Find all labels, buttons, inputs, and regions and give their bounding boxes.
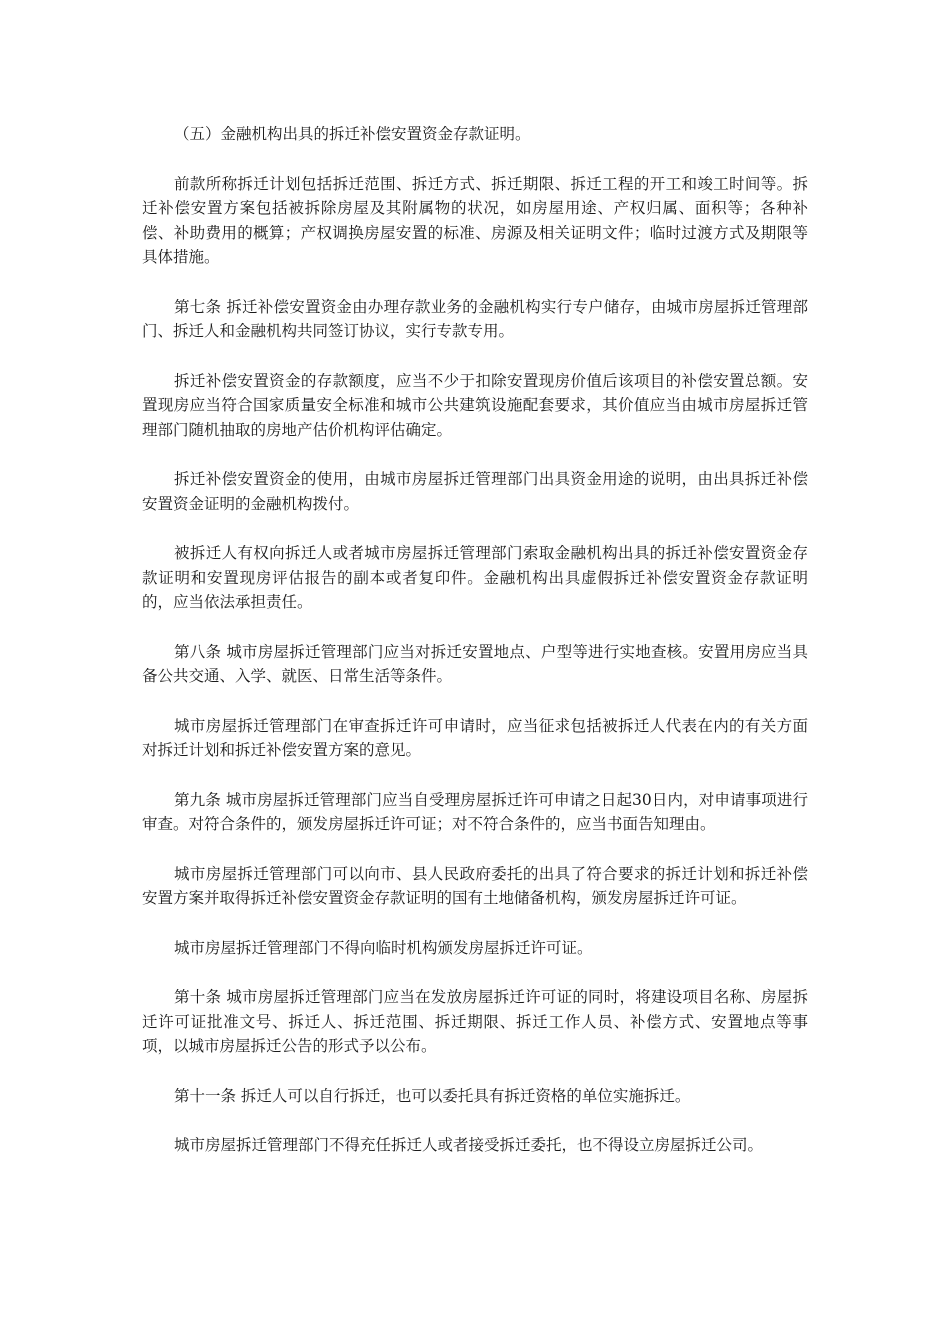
paragraph-no-self-dealing: 城市房屋拆迁管理部门不得充任拆迁人或者接受拆迁委托，也不得设立房屋拆迁公司。 (174, 1136, 764, 1154)
paragraph-fund-usage: 拆迁补偿安置资金的使用，由城市房屋拆迁管理部门出具资金用途的说明，由出具拆迁补偿安置资金证明的金融机构拨付。 (142, 470, 808, 513)
paragraph-solicit-opinions: 城市房屋拆迁管理部门在审查拆迁许可申请时，应当征求包括被拆迁人代表在内的有关方面对拆迁计划和拆迁补偿安置方案的意见。 (142, 716, 808, 759)
paragraph-land-reserve: 城市房屋拆迁管理部门可以向市、县人民政府委托的出具了符合要求的拆迁计划和拆迁补偿安置方案并取得拆迁补偿安置资金存款证明的国有土地储备机构，颁发房屋拆迁许可证。 (142, 864, 808, 907)
paragraph-right-to-request: 被拆迁人有权向拆迁人或者城市房屋拆迁管理部门索取金融机构出具的拆迁补偿安置资金存款证明和安置现房评估报告的副本或者复印件。金融机构出具虚假拆迁补偿安置资金存款证明的，应当依法承担责任。 (142, 544, 808, 611)
paragraph-item-5: （五）金融机构出具的拆迁补偿安置资金存款证明。 (174, 125, 531, 143)
paragraph-article-7: 第七条 拆迁补偿安置资金由办理存款业务的金融机构实行专户储存，由城市房屋拆迁管理部门、拆迁人和金融机构共同签订协议，实行专款专用。 (142, 297, 808, 340)
paragraph-article-8: 第八条 城市房屋拆迁管理部门应当对拆迁安置地点、户型等进行实地查核。安置用房应当具备公共交通、入学、就医、日常生活等条件。 (142, 642, 808, 685)
paragraph-deposit-amount: 拆迁补偿安置资金的存款额度，应当不少于扣除安置现房价值后该项目的补偿安置总额。安置现房应当符合国家质量安全标准和城市公共建筑设施配套要求，其价值应当由城市房屋拆迁管理部门随机抽取的房地产估价机构评估确定。 (142, 371, 808, 439)
paragraph-plan-definition: 前款所称拆迁计划包括拆迁范围、拆迁方式、拆迁期限、拆迁工程的开工和竣工时间等。拆迁补偿安置方案包括被拆除房屋及其附属物的状况，如房屋用途、产权归属、面积等；各种补偿、补助费用的概算；产权调换房屋安置的标准、房源及相关证明文件；临时过渡方式及期限等具体措施。 (142, 174, 808, 266)
paragraph-temporary-agency: 城市房屋拆迁管理部门不得向临时机构颁发房屋拆迁许可证。 (174, 938, 593, 957)
paragraph-article-9: 第九条 城市房屋拆迁管理部门应当自受理房屋拆迁许可申请之日起30日内，对申请事项进行审查。对符合条件的，颁发房屋拆迁许可证；对不符合条件的，应当书面告知理由。 (142, 790, 808, 833)
paragraph-article-11: 第十一条 拆迁人可以自行拆迁，也可以委托具有拆迁资格的单位实施拆迁。 (174, 1086, 691, 1105)
paragraph-article-10: 第十条 城市房屋拆迁管理部门应当在发放房屋拆迁许可证的同时，将建设项目名称、房屋拆迁许可证批准文号、拆迁人、拆迁范围、拆迁期限、拆迁工作人员、补偿方式、安置地点等事项，以城市房屋拆迁公告的形式予以公布。 (142, 988, 808, 1055)
document-body (142, 122, 808, 1183)
